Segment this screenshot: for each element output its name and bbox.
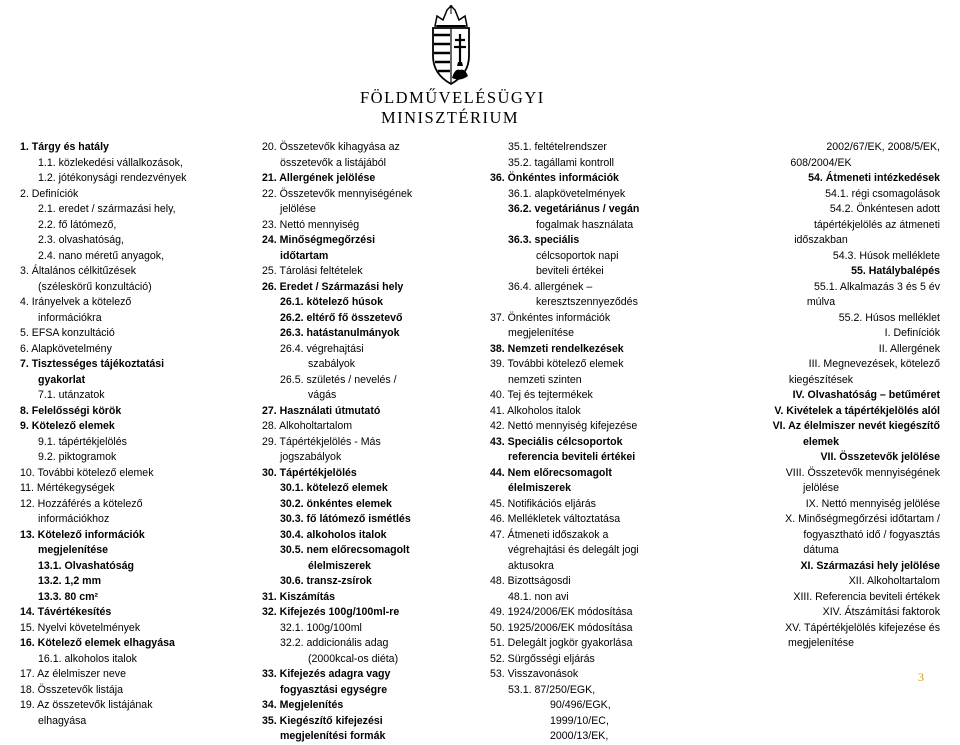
outline-item: V. Kivételek a tápértékjelölés alól bbox=[774, 404, 940, 417]
outline-item: fogalmak használata bbox=[536, 218, 634, 231]
outline-item: 48. Bizottságosdi bbox=[490, 575, 571, 587]
ministry-name-line2: MINISZTÉRIUM bbox=[380, 108, 520, 127]
outline-item: 40. Tej és tejtermékek bbox=[490, 389, 593, 401]
outline-item: 20. Összetevők kihagyása az bbox=[262, 141, 400, 153]
outline-item: 54.2. Önkéntesen adott bbox=[829, 203, 940, 215]
page-number: 3 bbox=[918, 670, 924, 684]
outline-item: 27. Használati útmutató bbox=[262, 404, 381, 417]
outline-item: 55. Hatálybalépés bbox=[851, 265, 940, 277]
outline-column-1 bbox=[20, 140, 250, 729]
outline-item: 24. Minőségmegőrzési bbox=[262, 234, 376, 246]
outline-item: összetevők a listájából bbox=[280, 156, 386, 169]
outline-item: 55.1. Alkalmazás 3 és 5 év bbox=[813, 280, 940, 293]
outline-item: 9. Kötelező elemek bbox=[20, 420, 115, 432]
outline-item: beviteli értékei bbox=[536, 265, 604, 277]
outline-item: 44. Nem előrecsomagolt bbox=[490, 466, 612, 479]
outline-item: 28. Alkoholtartalom bbox=[262, 420, 353, 432]
outline-item: jogszabályok bbox=[280, 451, 342, 463]
outline-item: 35.1. feltételrendszer bbox=[508, 141, 607, 153]
outline-item: X. Minőségmegőrzési időtartam / bbox=[785, 513, 940, 525]
outline-item: jelölése bbox=[803, 482, 839, 494]
outline-item: 38. Nemzeti rendelkezések bbox=[490, 342, 624, 355]
outline-item: 25. Tárolási feltételek bbox=[262, 265, 363, 277]
hungarian-coat-of-arms-icon bbox=[427, 4, 475, 86]
outline-item: 26.1. kötelező húsok bbox=[280, 296, 384, 308]
outline-item: 6. Alapkövetelmény bbox=[20, 342, 112, 355]
outline-item: megjelenítési formák bbox=[280, 730, 386, 742]
outline-item: fogyasztható idő / fogyasztás bbox=[803, 528, 940, 541]
outline-item: 32.2. addicionális adag bbox=[280, 637, 389, 649]
outline-item: 1.1. közlekedési vállalkozások, bbox=[38, 156, 183, 169]
outline-item: 26. Eredet / Származási hely bbox=[262, 280, 404, 293]
outline-item: 36.4. allergének – bbox=[508, 280, 593, 293]
outline-item: 13.3. 80 cm² bbox=[38, 590, 99, 603]
outline-item: 16.1. alkoholos italok bbox=[38, 652, 137, 665]
outline-item: 43. Speciális célcsoportok bbox=[490, 435, 623, 448]
outline-item: 2002/67/EK, 2008/5/EK, bbox=[826, 141, 940, 153]
outline-item: fogyasztási egységre bbox=[280, 683, 388, 696]
outline-item: gyakorlat bbox=[38, 373, 86, 386]
ministry-name bbox=[360, 88, 545, 128]
outline-item: 9.1. tápértékjelölés bbox=[38, 435, 127, 448]
outline-item: 26.4. végrehajtási bbox=[280, 342, 364, 355]
outline-item: 46. Mellékletek változtatása bbox=[490, 513, 621, 525]
outline-item: információkra bbox=[38, 311, 102, 324]
outline-item: időszakban bbox=[794, 234, 848, 246]
outline-item: 54.1. régi csomagolások bbox=[825, 187, 940, 200]
outline-item: VIII. Összetevők mennyiségének bbox=[785, 466, 940, 479]
outline-item: élelmiszerek bbox=[508, 482, 572, 494]
outline-item: 30.4. alkoholos italok bbox=[280, 528, 387, 541]
outline-item: nemzeti szinten bbox=[508, 373, 582, 386]
outline-item: múlva bbox=[806, 296, 836, 308]
outline-item: 30.5. nem előrecsomagolt bbox=[280, 544, 410, 556]
outline-item: 1999/10/EC, bbox=[550, 714, 609, 727]
outline-item: (2000kcal-os diéta) bbox=[308, 652, 399, 665]
outline-item: 53. Visszavonások bbox=[490, 668, 579, 680]
outline-item: 51. Delegált jogkör gyakorlása bbox=[490, 637, 633, 649]
outline-item: 36.2. vegetáriánus / vegán bbox=[508, 203, 640, 215]
outline-item: 30.1. kötelező elemek bbox=[280, 482, 388, 494]
outline-item: 13. Kötelező információk bbox=[20, 528, 145, 541]
outline-item: 31. Kiszámítás bbox=[262, 590, 336, 603]
outline-item: 1.2. jótékonysági rendezvények bbox=[38, 172, 187, 184]
outline-item: 52. Sürgősségi eljárás bbox=[490, 652, 595, 665]
outline-item: végrehajtási és delegált jogi bbox=[508, 544, 639, 556]
outline-item: III. Megnevezések, kötelező bbox=[808, 358, 940, 370]
outline-item: XV. Tápértékjelölés kifejezése és bbox=[785, 621, 940, 634]
outline-item: keresztszennyeződés bbox=[536, 296, 638, 308]
outline-item: 50. 1925/2006/EK módosítása bbox=[490, 621, 633, 634]
outline-item: 48.1. non avi bbox=[508, 590, 569, 603]
outline-item: XI. Származási hely jelölése bbox=[800, 559, 940, 572]
outline-item: 1. Tárgy és hatály bbox=[20, 141, 109, 153]
outline-item: 2000/13/EK, bbox=[550, 730, 609, 742]
outline-item: vágás bbox=[308, 389, 337, 401]
outline-item: (széleskörű konzultáció) bbox=[38, 280, 152, 293]
outline-item: 54.3. Húsok melléklete bbox=[832, 249, 940, 262]
outline-item: 19. Az összetevők listájának bbox=[20, 699, 153, 711]
outline-item: 22. Összetevők mennyiségének bbox=[262, 187, 413, 200]
outline-item: VII. Összetevők jelölése bbox=[820, 451, 940, 463]
outline-item: 7. Tisztességes tájékoztatási bbox=[20, 358, 165, 370]
outline-item: 42. Nettó mennyiség kifejezése bbox=[490, 420, 638, 432]
outline-item: 10. További kötelező elemek bbox=[20, 466, 154, 479]
outline-item: 4. Irányelvek a kötelező bbox=[20, 296, 132, 308]
outline-item: időtartam bbox=[280, 249, 329, 262]
outline-item: 36.3. speciális bbox=[508, 234, 580, 246]
outline-item: XII. Alkoholtartalom bbox=[848, 575, 940, 587]
outline-item: 36.1. alapkövetelmények bbox=[508, 187, 626, 200]
outline-item: 7.1. utánzatok bbox=[38, 389, 105, 401]
outline-item: 36. Önkéntes információk bbox=[490, 172, 619, 184]
outline-item: elhagyása bbox=[38, 714, 87, 727]
outline-item: 18. Összetevők listája bbox=[20, 683, 124, 696]
outline-item: kiegészítések bbox=[788, 373, 854, 386]
outline-item: 39. További kötelező elemek bbox=[490, 358, 624, 370]
header bbox=[0, 0, 960, 130]
outline-item: 17. Az élelmiszer neve bbox=[20, 668, 126, 680]
outline-item: 30.2. önkéntes elemek bbox=[280, 497, 392, 510]
outline-item: XIV. Átszámítási faktorok bbox=[822, 606, 940, 618]
outline-item: 47. Átmeneti időszakok a bbox=[490, 528, 609, 541]
outline-item: dátuma bbox=[803, 544, 839, 556]
outline-item: 32.1. 100g/100ml bbox=[280, 621, 362, 634]
outline-item: 3. Általános célkitűzések bbox=[20, 265, 137, 277]
outline-item: megjelenítése bbox=[38, 544, 109, 556]
outline-item: 14. Távértékesítés bbox=[20, 606, 112, 618]
outline-item: IX. Nettó mennyiség jelölése bbox=[805, 497, 940, 510]
outline-item: 29. Tápértékjelölés - Más bbox=[262, 435, 381, 448]
outline-item: XIII. Referencia beviteli értékek bbox=[793, 590, 940, 603]
outline-item: 15. Nyelvi követelmények bbox=[20, 621, 141, 634]
outline-item: 9.2. piktogramok bbox=[38, 451, 117, 463]
outline-item: 13.1. Olvashatóság bbox=[38, 559, 134, 572]
outline-item: 33. Kifejezés adagra vagy bbox=[262, 668, 391, 680]
outline-item: megjelenítése bbox=[788, 637, 854, 649]
outline-item: 26.3. hatástanulmányok bbox=[280, 327, 400, 339]
outline-item: 45. Notifikációs eljárás bbox=[490, 497, 596, 510]
outline-column-4 bbox=[702, 140, 940, 652]
outline-item: 34. Megjelenítés bbox=[262, 699, 344, 711]
outline-item: 32. Kifejezés 100g/100ml-re bbox=[262, 606, 400, 618]
outline-item: 30. Tápértékjelölés bbox=[262, 466, 357, 479]
outline-item: 90/496/EGK, bbox=[550, 699, 611, 711]
outline-item: információkhoz bbox=[38, 513, 110, 525]
outline-item: 53.1. 87/250/EGK, bbox=[508, 683, 596, 696]
outline-item: 26.2. eltérő fő összetevő bbox=[280, 311, 403, 324]
outline-item: IV. Olvashatóság – betűméret bbox=[792, 389, 940, 401]
outline-item: célcsoportok napi bbox=[536, 249, 619, 262]
outline-item: 35.2. tagállami kontroll bbox=[508, 156, 614, 169]
ministry-name-line1: FÖLDMŰVELÉSÜGYI bbox=[360, 88, 545, 107]
outline-item: 23. Nettó mennyiség bbox=[262, 218, 360, 231]
outline-item: 30.6. transz-zsírok bbox=[280, 575, 372, 587]
outline-item: 35. Kiegészítő kifejezési bbox=[262, 714, 383, 727]
outline-item: 49. 1924/2006/EK módosítása bbox=[490, 606, 633, 618]
outline-item: szabályok bbox=[308, 358, 356, 370]
outline-item: 2.4. nano méretű anyagok, bbox=[38, 249, 165, 262]
outline-column-3 bbox=[490, 140, 715, 745]
outline-item: 55.2. Húsos melléklet bbox=[838, 311, 940, 324]
outline-item: 37. Önkéntes információk bbox=[490, 311, 611, 324]
outline-item: 21. Allergének jelölése bbox=[262, 172, 376, 184]
outline-item: 26.5. születés / nevelés / bbox=[280, 373, 397, 386]
outline-item: VI. Az élelmiszer nevét kiegészítő bbox=[772, 420, 940, 432]
outline-item: 608/2004/EK bbox=[790, 156, 852, 169]
outline-item: tápértékjelölés az átmeneti bbox=[813, 218, 940, 231]
outline-item: elemek bbox=[803, 435, 839, 448]
outline-item: 2. Definíciók bbox=[20, 187, 79, 200]
outline-item: 8. Felelősségi körök bbox=[20, 404, 122, 417]
outline-item: 12. Hozzáférés a kötelező bbox=[20, 497, 143, 510]
outline-item: 13.2. 1,2 mm bbox=[38, 575, 102, 587]
outline-item: referencia beviteli értékei bbox=[508, 451, 636, 463]
outline-item: II. Allergének bbox=[878, 342, 940, 355]
outline-column-2 bbox=[262, 140, 482, 745]
outline-item: 41. Alkoholos italok bbox=[490, 404, 581, 417]
outline-item: 30.3. fő látómező ismétlés bbox=[280, 513, 411, 525]
outline-item: 54. Átmeneti intézkedések bbox=[808, 172, 940, 184]
outline-item: 16. Kötelező elemek elhagyása bbox=[20, 637, 175, 649]
outline-item: 2.1. eredet / származási hely, bbox=[38, 203, 176, 215]
outline-item: 2.2. fő látómező, bbox=[38, 218, 117, 231]
outline-item: 2.3. olvashatóság, bbox=[38, 234, 124, 246]
outline-item: I. Definíciók bbox=[884, 327, 940, 339]
outline-item: élelmiszerek bbox=[308, 559, 372, 572]
outline-item: jelölése bbox=[280, 203, 316, 215]
outline-item: 11. Mértékegységek bbox=[20, 482, 115, 494]
outline-item: 5. EFSA konzultáció bbox=[20, 327, 115, 339]
outline-item: megjelenítése bbox=[508, 327, 574, 339]
outline-item: aktusokra bbox=[508, 559, 554, 572]
